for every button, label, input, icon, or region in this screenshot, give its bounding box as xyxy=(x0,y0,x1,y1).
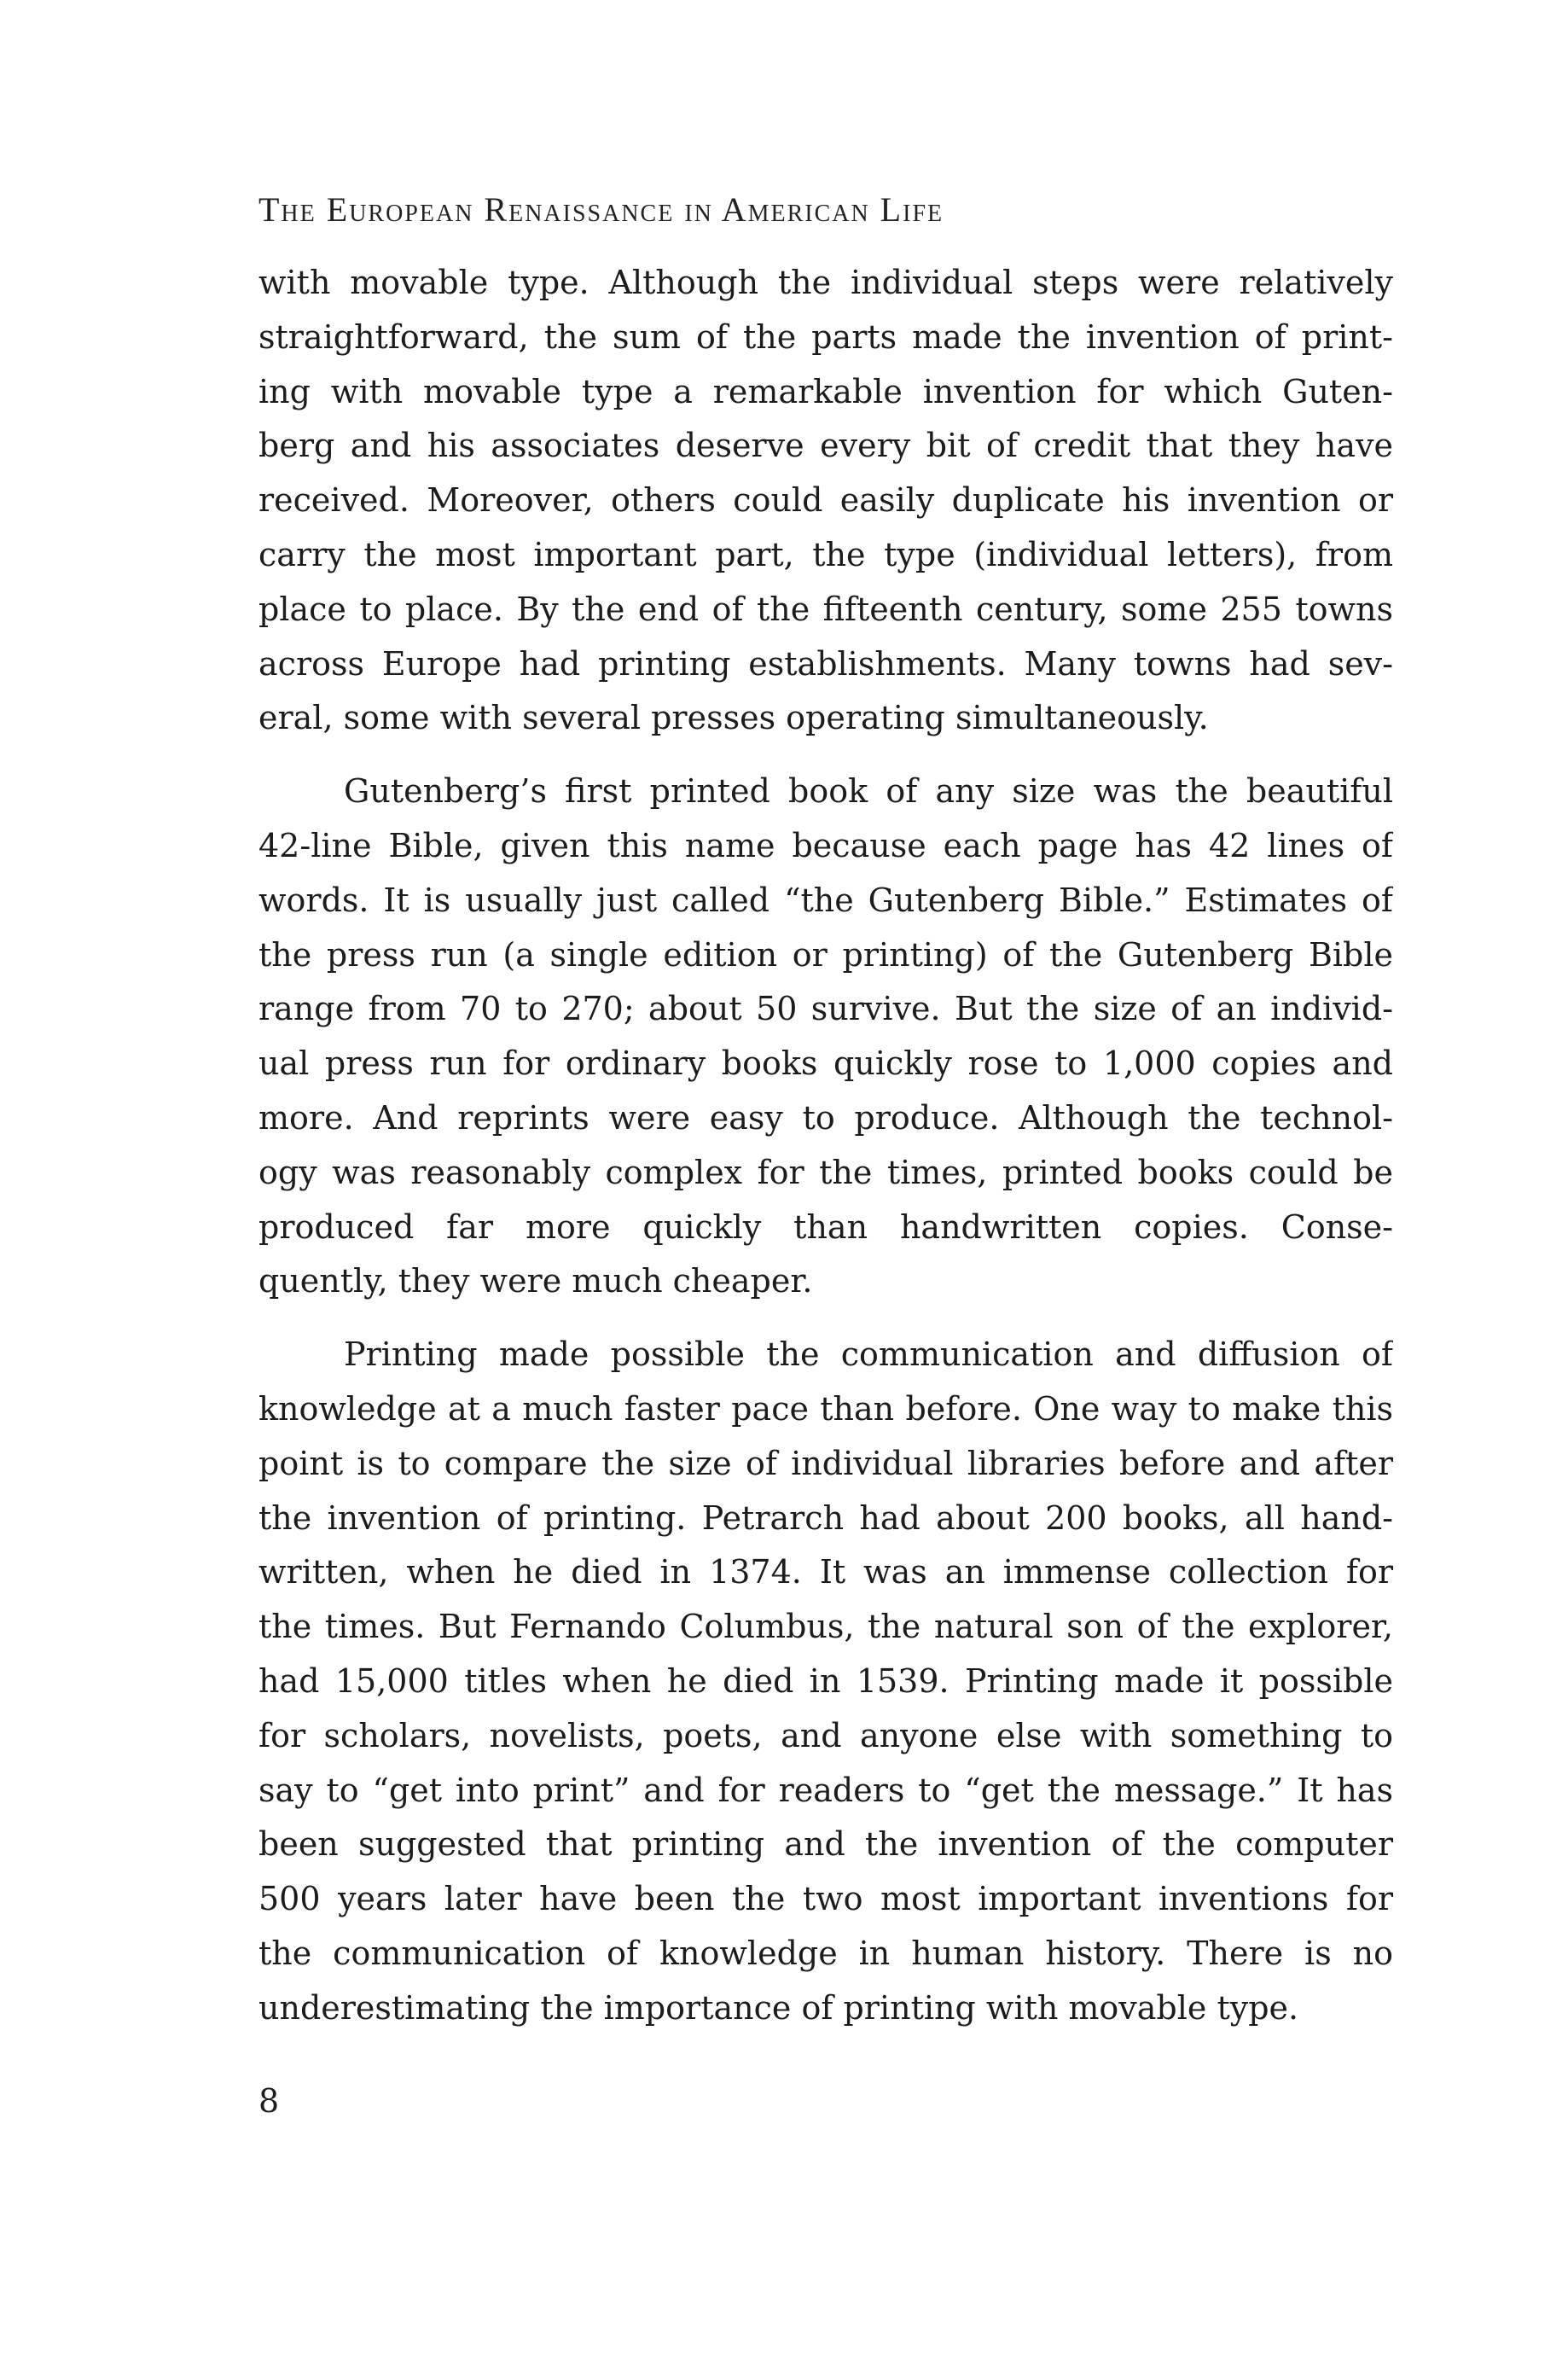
text-line: the communication of knowledge in human history. There is no xyxy=(258,1934,1393,1972)
text-line: knowledge at a much faster pace than before. One way to make this xyxy=(258,1389,1393,1428)
text-line: across Europe had printing establishments. Many towns had sev- xyxy=(258,644,1393,683)
text-line: berg and his associates deserve every bit of credit that they have xyxy=(258,427,1393,465)
running-head: The European Renaissance in American Life xyxy=(258,190,944,229)
text-line: the press run (a single edition or printing) of the Gutenberg Bible xyxy=(258,935,1393,974)
paragraph-spacer xyxy=(258,1309,1393,1328)
paragraph-2 xyxy=(258,765,1393,1309)
body-text xyxy=(258,256,1393,2036)
text-line: place to place. By the end of the fifteenth century, some 255 towns xyxy=(258,590,1393,628)
text-line: straightforward, the sum of the parts made the invention of print- xyxy=(258,317,1393,356)
text-line: written, when he died in 1374. It was an immense collection for xyxy=(258,1553,1393,1591)
text-line: point is to compare the size of individual libraries before and after xyxy=(258,1444,1393,1482)
text-line: carry the most important part, the type (individual letters), from xyxy=(258,535,1393,573)
text-line: the times. But Fernando Columbus, the natural son of the explorer, xyxy=(258,1608,1393,1646)
text-line: underestimating the importance of printing with movable type. xyxy=(258,1988,1299,2027)
text-line: produced far more quickly than handwritten copies. Conse- xyxy=(258,1207,1393,1246)
text-line: range from 70 to 270; about 50 survive. But the size of an individ- xyxy=(258,990,1393,1028)
text-line: been suggested that printing and the invention of the computer xyxy=(258,1825,1393,1864)
text-line: had 15,000 titles when he died in 1539. Printing made it possible xyxy=(258,1661,1393,1700)
page-number: 8 xyxy=(258,2082,280,2120)
text-line: the invention of printing. Petrarch had about 200 books, all hand- xyxy=(258,1498,1393,1537)
text-line: with movable type. Although the individual steps were relatively xyxy=(258,264,1393,301)
text-line: Gutenberg’s first printed book of any size was the beautiful xyxy=(344,772,1393,811)
text-line: 500 years later have been the two most important inventions for xyxy=(258,1880,1393,1918)
text-line: ing with movable type a remarkable invention for which Guten- xyxy=(258,372,1393,410)
text-line: more. And reprints were easy to produce. Although the technol- xyxy=(258,1098,1393,1137)
text-line: say to “get into print” and for readers to “get the message.” It has xyxy=(258,1771,1393,1809)
paragraph-3 xyxy=(258,1328,1393,2035)
text-line: 42-line Bible, given this name because each page has 42 lines of xyxy=(258,826,1393,864)
text-line: ogy was reasonably complex for the times, printed books could be xyxy=(258,1153,1393,1191)
text-line: words. It is usually just called “the Gutenberg Bible.” Estimates of xyxy=(258,881,1393,919)
text-line: for scholars, novelists, poets, and anyone else with something to xyxy=(258,1716,1393,1754)
paragraph-spacer xyxy=(258,746,1393,765)
paragraph-1 xyxy=(258,256,1393,746)
text-line: ual press run for ordinary books quickly rose to 1,000 copies and xyxy=(258,1044,1393,1083)
text-line: received. Moreover, others could easily duplicate his invention or xyxy=(258,481,1393,520)
text-line: eral, some with several presses operating simultaneously. xyxy=(258,699,1209,737)
text-line: Printing made possible the communication and diffusion of xyxy=(344,1335,1393,1374)
text-line: quently, they were much cheaper. xyxy=(258,1262,813,1300)
